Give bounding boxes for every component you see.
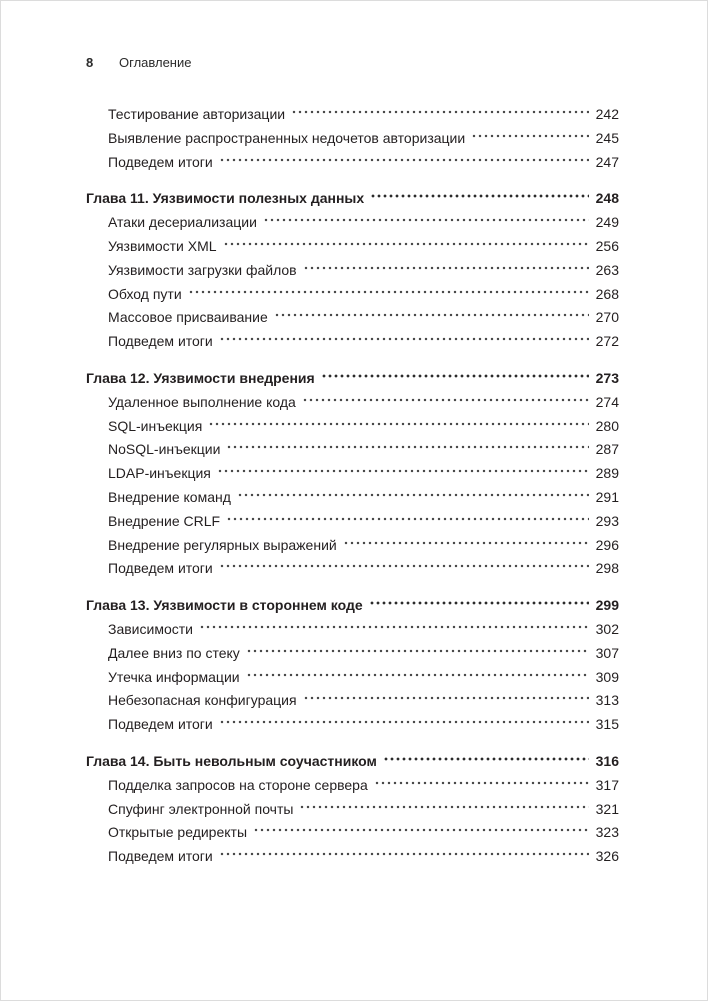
toc-entry-label: Атаки десериализации <box>108 214 257 231</box>
toc-entry-label: Удаленное выполнение кода <box>108 393 296 410</box>
dot-leader <box>199 622 589 634</box>
toc-chapter-title: Глава 14. Быть невольным соучастником <box>86 752 377 769</box>
dot-leader <box>188 287 589 299</box>
running-header-title: Оглавление <box>119 55 192 70</box>
toc-entry-label: Обход пути <box>108 285 182 302</box>
toc-chapter-title: Глава 13. Уязвимости в стороннем коде <box>86 597 363 614</box>
toc-entry-page-number: 289 <box>595 465 619 482</box>
toc-entry-label: Небезопасная конфигурация <box>108 692 297 709</box>
toc-entry-page-number: 256 <box>595 237 619 254</box>
toc-entry-page-number: 323 <box>595 824 619 841</box>
toc-entry-page-number: 242 <box>595 106 619 122</box>
toc-entry-row <box>86 259 619 283</box>
dot-leader <box>253 825 589 837</box>
dot-leader <box>303 693 589 705</box>
toc-entry-row <box>86 462 619 486</box>
toc-entry-label: Подделка запросов на стороне сервера <box>108 776 368 793</box>
toc-entry-label: SQL-инъекция <box>108 417 203 434</box>
toc-entry-page-number: 245 <box>595 129 619 146</box>
toc-entry-page-number: 274 <box>595 393 619 410</box>
toc-entry-label: LDAP-инъекция <box>108 465 211 482</box>
toc-entry-label: Выявление распространенных недочетов авторизации <box>108 129 466 146</box>
toc-entry-row <box>86 391 619 415</box>
toc-entry-row <box>86 534 619 558</box>
toc-entry-page-number: 249 <box>595 214 619 231</box>
toc-entry-row <box>86 510 619 534</box>
toc-entry-row <box>86 642 619 666</box>
toc-entry-page-number: 263 <box>595 261 619 278</box>
dot-leader <box>208 419 589 431</box>
dot-leader <box>471 131 589 143</box>
dot-leader <box>217 466 589 478</box>
dot-leader <box>299 802 589 814</box>
dot-leader <box>374 778 589 790</box>
toc-chapter-title: Глава 12. Уязвимости внедрения <box>86 369 315 386</box>
toc-entry-page-number: 272 <box>595 333 619 350</box>
toc-entry-row <box>86 486 619 510</box>
toc-entry-label: Подведем итоги <box>108 333 213 350</box>
toc-entry-page-number: 291 <box>595 488 619 505</box>
toc-entry-page-number: 326 <box>595 848 619 865</box>
dot-leader <box>219 561 589 573</box>
dot-leader <box>263 215 589 227</box>
toc-chapter-row <box>86 367 619 391</box>
toc-entry-label: Внедрение CRLF <box>108 512 221 529</box>
dot-leader <box>219 334 589 346</box>
toc-entry-label: Утечка информации <box>108 668 240 685</box>
toc-entry-page-number: 321 <box>595 800 619 817</box>
dot-leader <box>302 395 589 407</box>
dot-leader <box>219 849 589 861</box>
dot-leader <box>226 514 589 526</box>
running-header <box>86 55 619 70</box>
table-of-contents <box>86 103 619 869</box>
toc-entry-label: Уязвимости загрузки файлов <box>108 261 297 278</box>
toc-entry-page-number: 296 <box>595 536 619 553</box>
toc-entry-row <box>86 798 619 822</box>
toc-entry-page-number: 293 <box>595 512 619 529</box>
toc-entry-label: Массовое присваивание <box>108 309 268 326</box>
toc-entry-row <box>86 415 619 439</box>
toc-entry-row <box>86 211 619 235</box>
toc-entry-row <box>86 689 619 713</box>
toc-entry-page-number: 309 <box>595 668 619 685</box>
dot-leader <box>291 107 589 119</box>
toc-entry-page-number: 316 <box>595 752 619 769</box>
toc-entry-row <box>86 330 619 354</box>
toc-entry-row <box>86 713 619 737</box>
dot-leader <box>219 717 589 729</box>
toc-entry-label: Внедрение регулярных выражений <box>108 536 337 553</box>
toc-entry-label: Уязвимости XML <box>108 237 217 254</box>
toc-entry-label: Зависимости <box>108 620 193 637</box>
toc-entry-row <box>86 283 619 307</box>
toc-entry-row <box>86 845 619 869</box>
dot-leader <box>303 263 589 275</box>
toc-entry-page-number: 317 <box>595 776 619 793</box>
dot-leader <box>321 371 589 383</box>
page-number: 8 <box>86 55 94 70</box>
toc-entry-row <box>86 103 619 127</box>
toc-entry-page-number: 299 <box>595 597 619 614</box>
toc-entry-label: Подведем итоги <box>108 716 213 733</box>
toc-entry-label: Далее вниз по стеку <box>108 644 240 661</box>
toc-entry-row <box>86 666 619 690</box>
toc-entry-page-number: 313 <box>595 692 619 709</box>
dot-leader <box>246 646 589 658</box>
toc-entry-page-number: 270 <box>595 309 619 326</box>
dot-leader <box>246 670 589 682</box>
toc-entry-row <box>86 557 619 581</box>
toc-entry-page-number: 273 <box>595 369 619 386</box>
dot-leader <box>219 155 589 167</box>
toc-entry-page-number: 280 <box>595 417 619 434</box>
toc-chapter-title: Глава 11. Уязвимости полезных данных <box>86 190 365 207</box>
toc-entry-row <box>86 127 619 151</box>
toc-chapter-row <box>86 187 619 211</box>
dot-leader <box>370 191 589 203</box>
toc-entry-page-number: 247 <box>595 153 619 170</box>
toc-entry-page-number: 307 <box>595 644 619 661</box>
toc-entry-page-number: 302 <box>595 620 619 637</box>
toc-entry-row <box>86 151 619 175</box>
dot-leader <box>237 490 589 502</box>
dot-leader <box>226 442 589 454</box>
toc-chapter-row <box>86 750 619 774</box>
dot-leader <box>223 239 589 251</box>
dot-leader <box>369 598 589 610</box>
toc-entry-label: Подведем итоги <box>108 848 213 865</box>
toc-entry-page-number: 298 <box>595 560 619 577</box>
toc-entry-row <box>86 438 619 462</box>
toc-entry-page-number: 287 <box>595 441 619 458</box>
toc-entry-label: Спуфинг электронной почты <box>108 800 294 817</box>
toc-entry-label: Внедрение команд <box>108 488 231 505</box>
toc-entry-row <box>86 821 619 845</box>
toc-entry-label: Тестирование авторизации <box>108 106 286 122</box>
toc-entry-row <box>86 306 619 330</box>
toc-entry-page-number: 315 <box>595 716 619 733</box>
toc-entry-page-number: 268 <box>595 285 619 302</box>
dot-leader <box>274 310 589 322</box>
toc-entry-label: Подведем итоги <box>108 153 213 170</box>
toc-entry-row <box>86 618 619 642</box>
toc-entry-row <box>86 235 619 259</box>
toc-entry-page-number: 248 <box>595 190 619 207</box>
dot-leader <box>343 538 589 550</box>
toc-entry-label: Подведем итоги <box>108 560 213 577</box>
toc-chapter-row <box>86 594 619 618</box>
toc-entry-label: Открытые редиректы <box>108 824 248 841</box>
toc-entry-label: NoSQL-инъекции <box>108 441 221 458</box>
dot-leader <box>383 754 589 766</box>
toc-entry-row <box>86 774 619 798</box>
